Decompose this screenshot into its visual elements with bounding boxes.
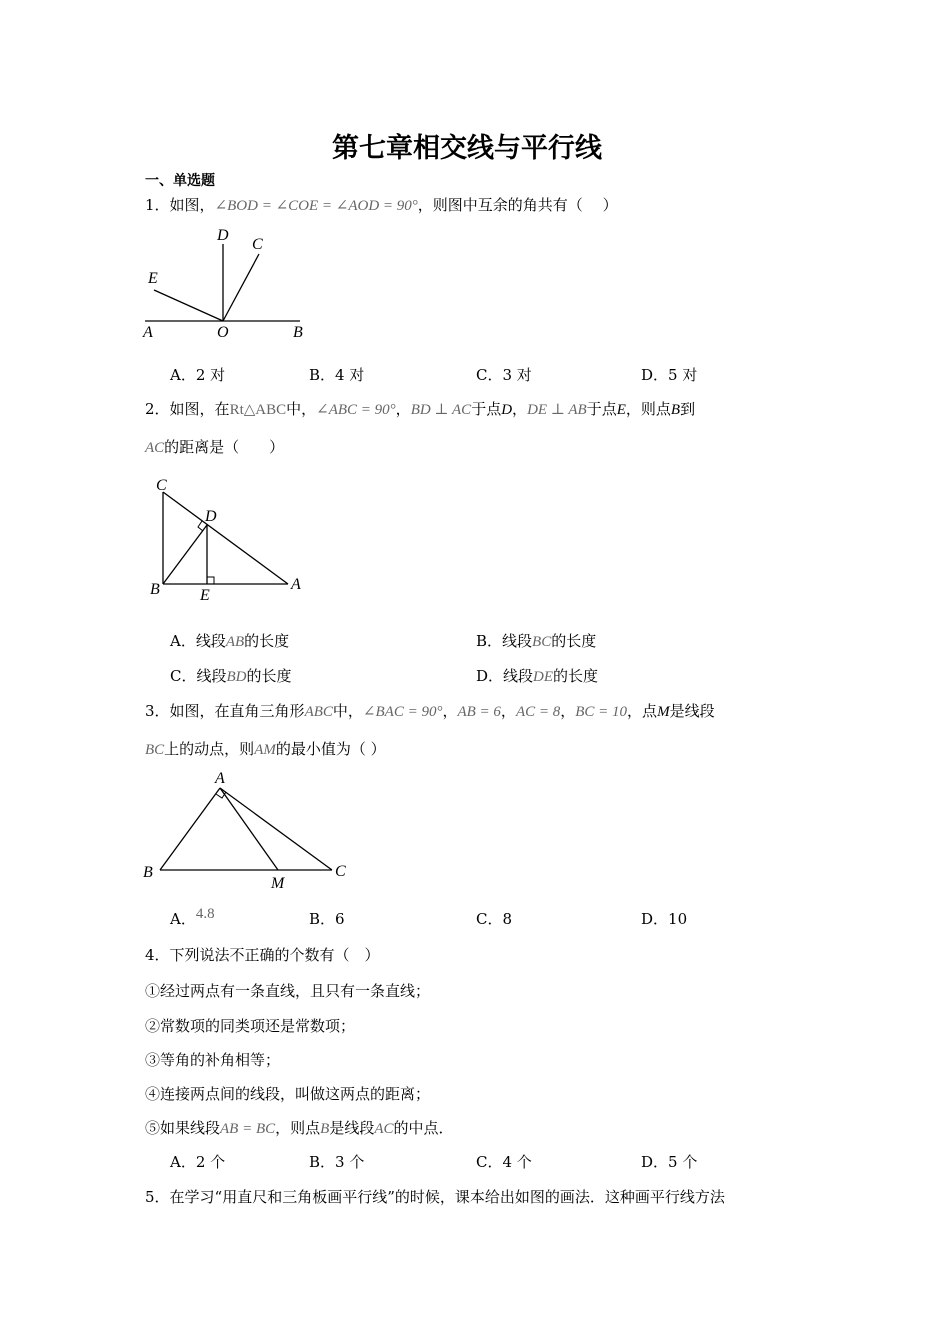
q4-option-d[interactable]: D．5 个 xyxy=(641,1153,698,1171)
point-label-A: A xyxy=(215,770,225,787)
page-title: 第七章相交线与平行线 xyxy=(332,133,602,164)
point-label-D: D xyxy=(217,227,229,244)
question-3-line-2: BC上的动点，则AM的最小值为（ ） xyxy=(145,740,386,758)
q1-option-a[interactable]: A．2 对 xyxy=(170,366,226,384)
question-number: 1． xyxy=(145,196,170,214)
question-number: 4． xyxy=(145,946,170,964)
point-label-C: C xyxy=(156,477,167,494)
statement-3: ③等角的补角相等； xyxy=(145,1051,281,1069)
point-label-B: B xyxy=(143,864,153,881)
q1-figure xyxy=(140,222,320,344)
point-label-A: A xyxy=(291,576,301,593)
question-2-line-1: 2．如图，在Rt△ABC中，∠ABC = 90°，BD ⊥ AC于点D，DE ⊥ AB于点E，则点B到 xyxy=(145,400,696,418)
question-2-line-2: AC的距离是（ ） xyxy=(145,438,285,456)
q1-option-b[interactable]: B．4 对 xyxy=(309,366,365,384)
question-number: 3． xyxy=(145,702,170,720)
q4-option-b[interactable]: B．3 个 xyxy=(309,1153,365,1171)
point-label-C: C xyxy=(335,863,346,880)
q2-option-c[interactable]: C．线段BD的长度 xyxy=(170,667,292,685)
point-label-B: B xyxy=(293,324,303,341)
statement-5: ⑤如果线段AB = BC，则点B是线段AC的中点． xyxy=(145,1119,454,1137)
point-label-M: M xyxy=(271,875,285,892)
question-number: 5． xyxy=(145,1188,170,1206)
q3-figure xyxy=(140,766,355,892)
point-label-O: O xyxy=(217,324,229,341)
statement-1: ①经过两点有一条直线，且只有一条直线； xyxy=(145,982,431,1000)
point-label-C: C xyxy=(252,236,263,253)
point-label-E: E xyxy=(200,587,210,604)
q2-option-b[interactable]: B．线段BC的长度 xyxy=(476,632,597,650)
q3-option-c[interactable]: C．8 xyxy=(476,910,513,928)
question-number: 2． xyxy=(145,400,170,418)
point-label-E: E xyxy=(148,270,158,287)
q4-option-c[interactable]: C．4 个 xyxy=(476,1153,532,1171)
statement-4: ④连接两点间的线段，叫做这两点的距离； xyxy=(145,1085,431,1103)
q4-option-a[interactable]: A．2 个 xyxy=(170,1153,226,1171)
question-4-stem: 4．下列说法不正确的个数有（ ） xyxy=(145,946,380,964)
point-label-A: A xyxy=(143,324,153,341)
question-5: 5．在学习“用直尺和三角板画平行线”的时候，课本给出如图的画法．这种画平行线方法 xyxy=(145,1188,725,1206)
q1-option-d[interactable]: D．5 对 xyxy=(641,366,698,384)
q2-option-d[interactable]: D．线段DE的长度 xyxy=(476,667,599,685)
statement-2: ②常数项的同类项还是常数项； xyxy=(145,1017,356,1035)
q3-option-b[interactable]: B．6 xyxy=(309,910,345,928)
section-heading: 一、单选题 xyxy=(145,173,215,189)
q2-option-a[interactable]: A．线段AB的长度 xyxy=(170,632,290,650)
math-expression: ∠BOD = ∠COE = ∠AOD = 90° xyxy=(214,198,418,214)
q2-figure xyxy=(145,474,310,606)
point-label-D: D xyxy=(205,508,217,525)
q1-option-c[interactable]: C．3 对 xyxy=(476,366,532,384)
question-1: 1．如图，∠BOD = ∠COE = ∠AOD = 90°，则图中互余的角共有（ ） xyxy=(145,196,618,214)
q3-option-d[interactable]: D．10 xyxy=(641,910,688,928)
point-label-B: B xyxy=(150,581,160,598)
q3-option-a[interactable]: A．4.8 xyxy=(170,906,215,928)
question-3-line-1: 3．如图，在直角三角形ABC中，∠BAC = 90°，AB = 6，AC = 8，BC = 10，点M是线段 xyxy=(145,702,715,720)
